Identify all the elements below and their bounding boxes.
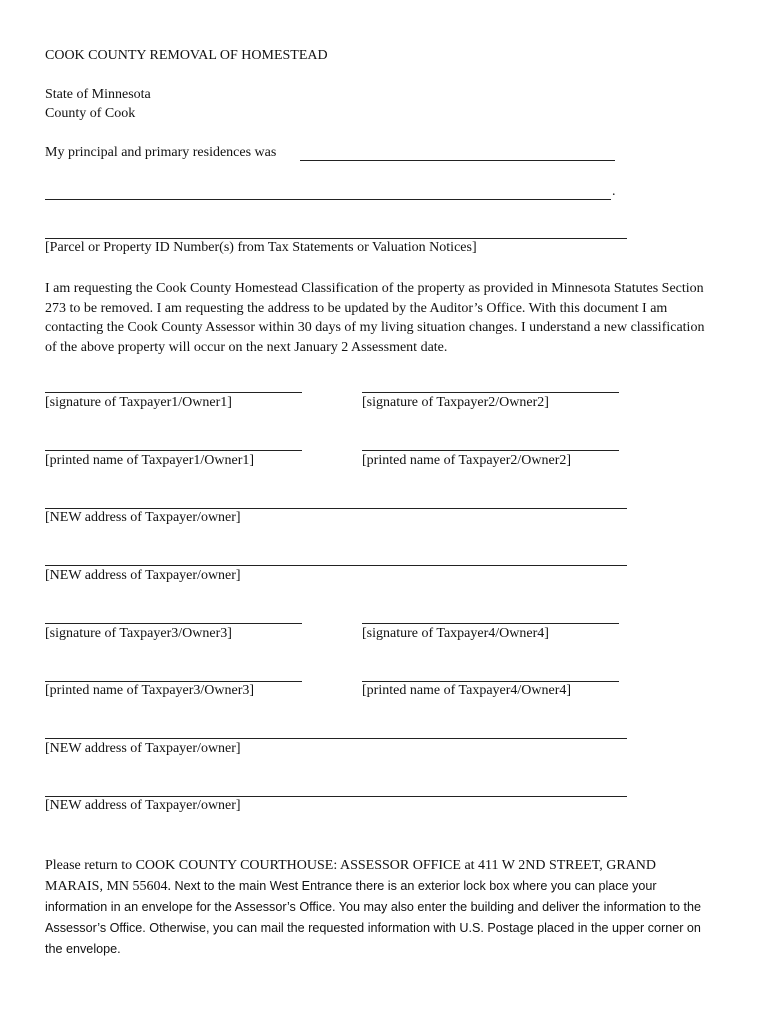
sig-owner2-line <box>362 392 619 393</box>
sig-owner1-line <box>45 392 302 393</box>
sig-owner2-label: [signature of Taxpayer2/Owner2] <box>362 395 549 410</box>
name-owner2-label: [printed name of Taxpayer2/Owner2] <box>362 453 572 468</box>
residence-blank-line-2 <box>45 199 611 200</box>
return-lead: Please return to COOK COUNTY COURTHOUSE: ASSESSOR OFFICE at 411 W 2ND STREET, GRAND MARAIS, MN 55604. <box>45 858 657 894</box>
name-owner3-line <box>45 681 302 682</box>
parcel-label: [Parcel or Property ID Number(s) from Tax Statements or Valuation Notices] <box>45 240 477 255</box>
residence-period: . <box>612 184 616 199</box>
county-label: County of Cook <box>45 106 136 121</box>
new-address-4-label: [NEW address of Taxpayer/owner] <box>45 798 241 813</box>
new-address-1-label: [NEW address of Taxpayer/owner] <box>45 510 241 525</box>
new-address-3-label: [NEW address of Taxpayer/owner] <box>45 741 241 756</box>
name-owner2-line <box>362 450 619 451</box>
name-owner1-label: [printed name of Taxpayer1/Owner1] <box>45 453 255 468</box>
form-title: COOK COUNTY REMOVAL OF HOMESTEAD <box>45 48 328 63</box>
residence-label: My principal and primary residences was <box>45 145 277 160</box>
state-label: State of Minnesota <box>45 87 151 102</box>
new-address-1-line <box>45 508 627 509</box>
sig-owner3-line <box>45 623 302 624</box>
name-owner4-line <box>362 681 619 682</box>
new-address-2-label: [NEW address of Taxpayer/owner] <box>45 568 241 583</box>
name-owner1-line <box>45 450 302 451</box>
return-details: Next to the main West Entrance there is an exterior lock box where you can place your information in an envelope for the Assessor’s Office. You may also enter the building and deliver the information to the Assessor’s Office. Otherwise, you can mail the requested information with U.S. Postage placed in the upper corner on the envelope. <box>45 879 701 956</box>
new-address-3-line <box>45 738 627 739</box>
name-owner4-label: [printed name of Taxpayer4/Owner4] <box>362 683 572 698</box>
sig-owner4-line <box>362 623 619 624</box>
residence-blank-line <box>300 160 615 161</box>
name-owner3-label: [printed name of Taxpayer3/Owner3] <box>45 683 255 698</box>
request-paragraph: I am requesting the Cook County Homestead Classification of the property as provided in Minnesota Statutes Section 273 to be removed. I am requesting the address to be updated by the Auditor’s Office. With this document I am contacting the Cook County Assessor within 30 days of my living situation changes. I understand a new classification of the above property will occur on the next January 2 Assessment date. <box>45 281 705 355</box>
return-instructions <box>45 856 717 960</box>
new-address-4-line <box>45 796 627 797</box>
sig-owner1-label: [signature of Taxpayer1/Owner1] <box>45 395 232 410</box>
new-address-2-line <box>45 565 627 566</box>
sig-owner4-label: [signature of Taxpayer4/Owner4] <box>362 626 549 641</box>
parcel-blank-line <box>45 238 627 239</box>
sig-owner3-label: [signature of Taxpayer3/Owner3] <box>45 626 232 641</box>
